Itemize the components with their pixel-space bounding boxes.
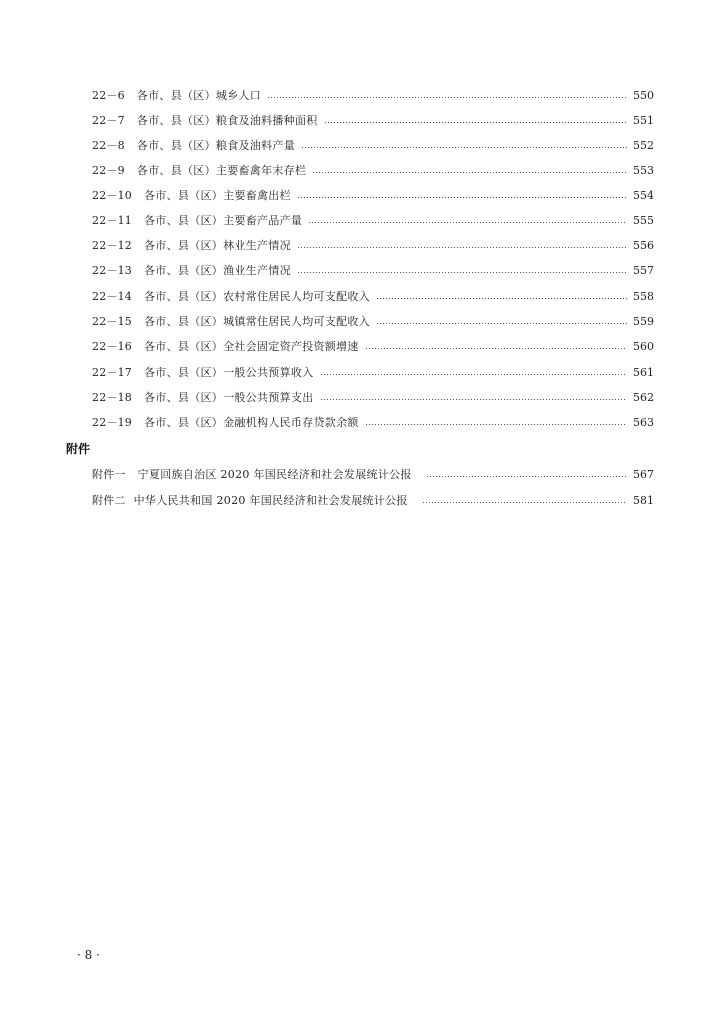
- appendix-page-number: 567: [633, 468, 654, 481]
- appendix-title: 中华人民共和国 2020 年国民经济和社会发展统计公报: [133, 494, 408, 507]
- entry-number: 22－18: [92, 391, 132, 404]
- entry-page-number: 553: [633, 164, 654, 177]
- entry-title: 各市、县（区）一般公共预算收入: [144, 366, 314, 379]
- entry-number: 22－11: [92, 214, 132, 227]
- dot-leader: [376, 322, 627, 325]
- entry-number: 22－10: [92, 189, 132, 202]
- entry-title: 各市、县（区）主要畜产品产量: [144, 214, 303, 227]
- entry-number: 22－17: [92, 366, 132, 379]
- entry-page-number: 551: [633, 114, 654, 127]
- entry-number: 22－7: [92, 114, 125, 127]
- dot-leader: [267, 96, 627, 99]
- dot-leader: [297, 196, 627, 199]
- toc-entry[interactable]: [92, 137, 654, 155]
- toc-entry[interactable]: [92, 212, 654, 230]
- entry-title: 各市、县（区）主要畜禽出栏: [144, 189, 291, 202]
- entry-number: 22－12: [92, 239, 132, 252]
- entry-title: 各市、县（区）农村常住居民人均可支配收入: [144, 290, 370, 303]
- dot-leader: [422, 501, 627, 504]
- entry-page-number: 561: [633, 366, 654, 379]
- appendix-heading: 附件: [66, 442, 91, 456]
- dot-leader: [365, 423, 627, 426]
- entry-title: 各市、县（区）渔业生产情况: [144, 264, 291, 277]
- entry-page-number: 555: [633, 214, 654, 227]
- entry-title: 各市、县（区）粮食及油料播种面积: [136, 114, 318, 127]
- entry-title: 各市、县（区）全社会固定资产投资额增速: [144, 340, 359, 353]
- entry-page-number: 552: [633, 139, 654, 152]
- toc-appendix-entry[interactable]: [92, 492, 654, 510]
- dot-leader: [365, 347, 627, 350]
- entry-page-number: 550: [633, 89, 654, 102]
- toc-appendix-entry[interactable]: [92, 466, 654, 484]
- entry-number: 22－19: [92, 416, 132, 429]
- entry-page-number: 559: [633, 315, 654, 328]
- entry-title: 各市、县（区）粮食及油料产量: [136, 139, 295, 152]
- dot-leader: [301, 146, 627, 149]
- entry-page-number: 563: [633, 416, 654, 429]
- entry-page-number: 554: [633, 189, 654, 202]
- dot-leader: [376, 297, 627, 300]
- dot-leader: [320, 373, 628, 376]
- entry-page-number: 558: [633, 290, 654, 303]
- toc-entry[interactable]: [92, 338, 654, 356]
- entry-page-number: 562: [633, 391, 654, 404]
- toc-entry[interactable]: [92, 313, 654, 331]
- dot-leader: [312, 171, 627, 174]
- dot-leader: [426, 475, 627, 478]
- toc-entry[interactable]: [92, 364, 654, 382]
- dot-leader: [308, 221, 627, 224]
- toc-entry[interactable]: [92, 414, 654, 432]
- entry-number: 22－16: [92, 340, 132, 353]
- appendix-number: 附件二: [92, 494, 126, 507]
- page-number-footer: · 8 ·: [77, 948, 100, 962]
- entry-title: 各市、县（区）城乡人口: [136, 89, 262, 102]
- toc-entry[interactable]: [92, 87, 654, 105]
- entry-title: 各市、县（区）一般公共预算支出: [144, 391, 314, 404]
- entry-title: 各市、县（区）金融机构人民币存贷款余额: [144, 416, 359, 429]
- entry-title: 各市、县（区）林业生产情况: [144, 239, 291, 252]
- entry-page-number: 556: [633, 239, 654, 252]
- dot-leader: [297, 246, 627, 249]
- toc-entry[interactable]: [92, 112, 654, 130]
- entry-number: 22－8: [92, 139, 125, 152]
- entry-number: 22－13: [92, 264, 132, 277]
- toc-entry[interactable]: [92, 389, 654, 407]
- toc-entry[interactable]: [92, 262, 654, 280]
- toc-entry[interactable]: [92, 162, 654, 180]
- toc-entry[interactable]: [92, 288, 654, 306]
- dot-leader: [324, 121, 627, 124]
- entry-title: 各市、县（区）城镇常住居民人均可支配收入: [144, 315, 370, 328]
- dot-leader: [320, 398, 628, 401]
- entry-page-number: 560: [633, 340, 654, 353]
- appendix-title: 宁夏回族自治区 2020 年国民经济和社会发展统计公报: [137, 468, 412, 481]
- toc-entry[interactable]: [92, 237, 654, 255]
- entry-number: 22－14: [92, 290, 132, 303]
- toc-entry[interactable]: [92, 187, 654, 205]
- dot-leader: [297, 271, 627, 274]
- appendix-page-number: 581: [633, 494, 654, 507]
- entry-number: 22－15: [92, 315, 132, 328]
- entry-number: 22－6: [92, 89, 125, 102]
- entry-page-number: 557: [633, 264, 654, 277]
- entry-number: 22－9: [92, 164, 125, 177]
- appendix-number: 附件一: [92, 468, 126, 481]
- entry-title: 各市、县（区）主要畜禽年末存栏: [136, 164, 307, 177]
